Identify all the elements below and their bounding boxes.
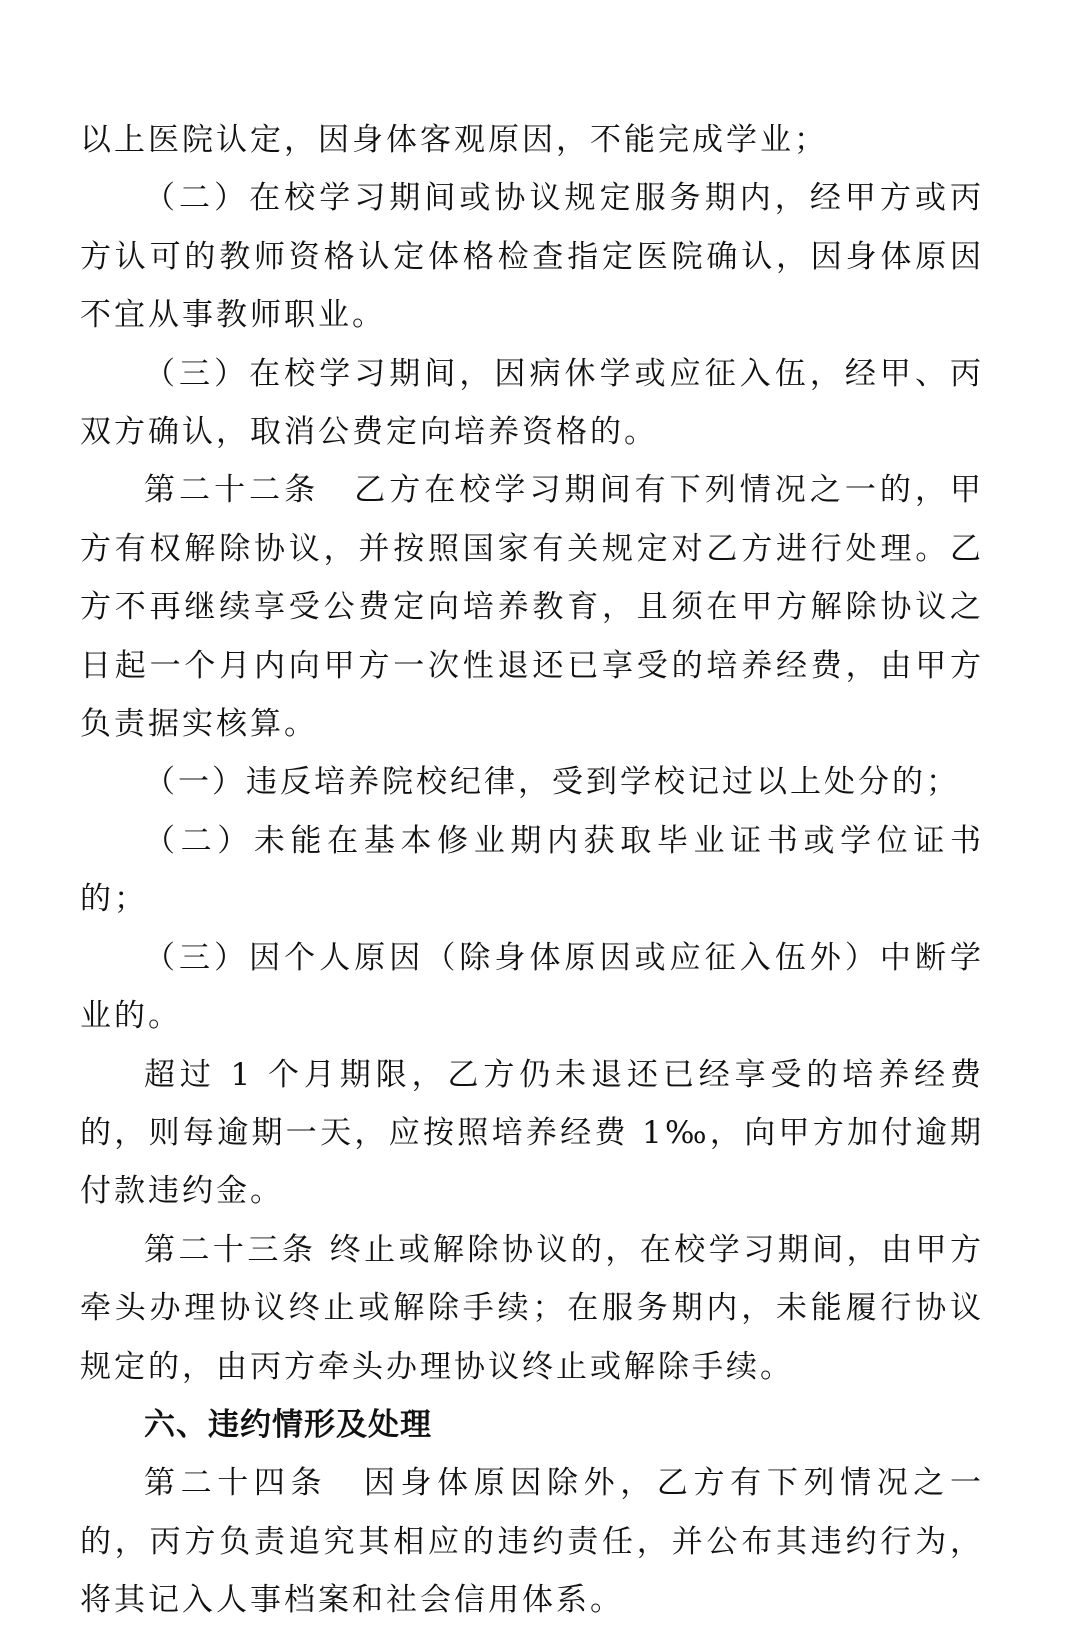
paragraph-article-22-item-2: （二）未能在基本修业期内获取毕业证书或学位证书的； <box>80 822 984 918</box>
document-body <box>80 111 984 1630</box>
paragraph-continuation: 以上医院认定，因身体客观原因，不能完成学业； <box>80 122 828 158</box>
paragraph-article-22-item-3: （三）因个人原因（除身体原因或应征入伍外）中断学业的。 <box>80 939 984 1035</box>
paragraph-article-22: 第二十二条 乙方在校学习期间有下列情况之一的，甲方有权解除协议，并按照国家有关规定对乙方进行处理。乙方不再继续享受公费定向培养教育，且须在甲方解除协议之日起一个月内向甲方一次性退还已享受的培养经费，由甲方负责据实核算。 <box>80 472 984 743</box>
paragraph-article-23: 第二十三条 终止或解除协议的，在校学习期间，由甲方牵头办理协议终止或解除手续；在服务期内，未能履行协议规定的，由丙方牵头办理协议终止或解除手续。 <box>80 1231 984 1385</box>
paragraph-item-2: （二）在校学习期间或协议规定服务期内，经甲方或丙方认可的教师资格认定体格检查指定医院确认，因身体原因不宜从事教师职业。 <box>80 180 984 334</box>
section-heading-breach: 六、违约情形及处理 <box>144 1406 432 1443</box>
paragraph-article-22-item-1: （一）违反培养院校纪律，受到学校记过以上处分的； <box>144 764 960 801</box>
paragraph-article-24: 第二十四条 因身体原因除外，乙方有下列情况之一的，丙方负责追究其相应的违约责任，并公布其违约行为，将其记入人事档案和社会信用体系。 <box>80 1465 984 1619</box>
paragraph-item-3: （三）在校学习期间，因病休学或应征入伍，经甲、丙双方确认，取消公费定向培养资格的。 <box>80 355 984 451</box>
paragraph-overdue-penalty: 超过 1 个月期限，乙方仍未退还已经享受的培养经费的，则每逾期一天，应按照培养经费 1‰，向甲方加付逾期付款违约金。 <box>80 1056 984 1210</box>
